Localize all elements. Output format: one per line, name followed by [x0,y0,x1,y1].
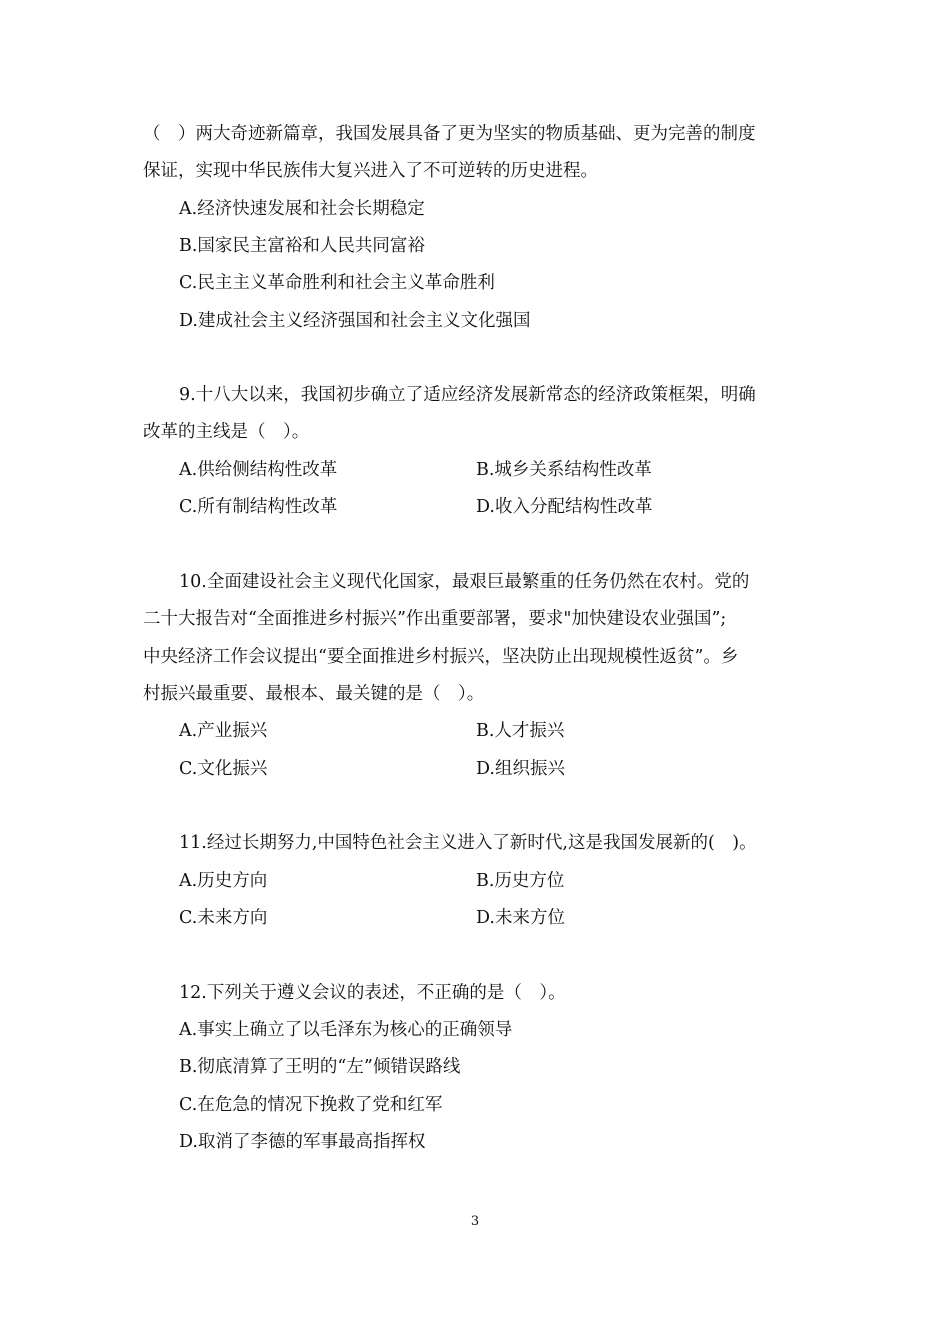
option-b: B.城乡关系结构性改革 [476,460,652,480]
question-stem-line: 10.全面建设社会主义现代化国家，最艰巨最繁重的任务仍然在农村。党的 [179,572,750,592]
option-b: B.国家民主富裕和人民共同富裕 [179,236,425,256]
question-stem-line: 保证，实现中华民族伟大复兴进入了不可逆转的历史进程。 [143,161,598,181]
question-stem-line: （ ）两大奇迹新篇章，我国发展具备了更为坚实的物质基础、更为完善的制度 [143,124,756,144]
option-d: D.收入分配结构性改革 [476,497,653,517]
question-stem-line: 11.经过长期努力,中国特色社会主义进入了新时代,这是我国发展新的( )。 [179,833,757,853]
option-b: B.彻底清算了王明的“左”倾错误路线 [179,1057,461,1077]
option-d: D.组织振兴 [476,759,565,779]
page-number: 3 [470,1214,480,1229]
option-a: A.产业振兴 [179,721,268,741]
option-d: D.建成社会主义经济强国和社会主义文化强国 [179,311,531,331]
option-c: C.未来方向 [179,908,268,928]
question-stem-line: 9.十八大以来，我国初步确立了适应经济发展新常态的经济政策框架，明确 [179,385,756,405]
option-a: A.事实上确立了以毛泽东为核心的正确领导 [179,1020,513,1040]
option-a: A.历史方向 [179,871,268,891]
option-a: A.供给侧结构性改革 [179,460,338,480]
option-d: D.未来方位 [476,908,565,928]
question-stem-line: 改革的主线是（ ）。 [143,422,310,442]
option-c: C.在危急的情况下挽救了党和红军 [179,1095,443,1115]
option-a: A.经济快速发展和社会长期稳定 [179,199,425,219]
option-d: D.取消了李德的军事最高指挥权 [179,1132,426,1152]
option-c: C.所有制结构性改革 [179,497,338,517]
question-stem-line: 二十大报告对“全面推进乡村振兴”作出重要部署，要求"加快建设农业强国”; [143,609,727,629]
option-b: B.人才振兴 [476,721,565,741]
option-b: B.历史方位 [476,871,565,891]
question-stem-line: 12.下列关于遵义会议的表述，不正确的是（ ）。 [179,983,566,1003]
question-stem-line: 中央经济工作会议提出“要全面推进乡村振兴，坚决防止出现规模性返贫”。乡 [143,647,739,667]
option-c: C.文化振兴 [179,759,268,779]
option-c: C.民主主义革命胜利和社会主义革命胜利 [179,273,495,293]
question-stem-line: 村振兴最重要、最根本、最关键的是（ ）。 [143,684,485,704]
